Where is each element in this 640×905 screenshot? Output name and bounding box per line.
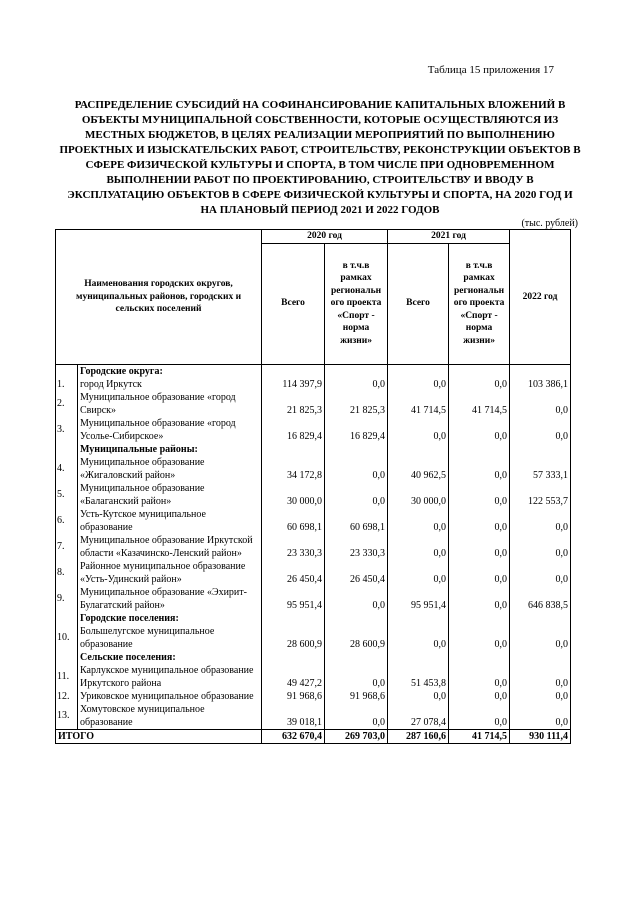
value-cell: 0,0	[449, 456, 510, 482]
header-2020-incl: в т.ч.в рамках региональн ого проекта «Спорт - норма жизни»	[325, 243, 388, 364]
value-cell: 0,0	[510, 508, 571, 534]
value-cell: 0,0	[325, 456, 388, 482]
table-row	[56, 560, 571, 586]
row-number: 3.	[56, 417, 78, 443]
table-caption: Таблица 15 приложения 17	[427, 64, 554, 76]
value-cell: 23 330,3	[325, 534, 388, 560]
value-cell: 21 825,3	[262, 391, 325, 417]
value-cell: 0,0	[510, 664, 571, 690]
table-row	[56, 508, 571, 534]
value-cell: 95 951,4	[262, 586, 325, 612]
row-number: 4.	[56, 456, 78, 482]
value-cell: 16 829,4	[325, 417, 388, 443]
table-row	[56, 534, 571, 560]
total-value: 632 670,4	[262, 729, 325, 743]
header-name: Наименования городских округов, муниципальных районов, городских и сельских поселений	[56, 230, 262, 365]
value-cell: 60 698,1	[262, 508, 325, 534]
group-label: Городские поселения:	[78, 612, 262, 625]
value-cell: 646 838,5	[510, 586, 571, 612]
value-cell: 21 825,3	[325, 391, 388, 417]
value-cell: 16 829,4	[262, 417, 325, 443]
total-label: ИТОГО	[56, 729, 262, 743]
row-name: Муниципальное образование «Балаганский район»	[78, 482, 262, 508]
value-cell: 0,0	[449, 417, 510, 443]
value-cell: 95 951,4	[388, 586, 449, 612]
header-2021-incl: в т.ч.в рамках региональн ого проекта «Спорт - норма жизни»	[449, 243, 510, 364]
value-cell: 0,0	[449, 625, 510, 651]
value-cell: 0,0	[388, 690, 449, 703]
value-cell: 0,0	[449, 508, 510, 534]
value-cell: 26 450,4	[325, 560, 388, 586]
row-name: Муниципальное образование «город Усолье-Сибирское»	[78, 417, 262, 443]
value-cell: 0,0	[449, 482, 510, 508]
value-cell: 0,0	[510, 690, 571, 703]
value-cell: 0,0	[510, 534, 571, 560]
table-row	[56, 690, 571, 703]
row-number: 7.	[56, 534, 78, 560]
row-name: город Иркутск	[78, 378, 262, 391]
value-cell: 0,0	[388, 625, 449, 651]
value-cell: 27 078,4	[388, 703, 449, 730]
row-number: 1.	[56, 378, 78, 391]
value-cell: 57 333,1	[510, 456, 571, 482]
table-row	[56, 378, 571, 391]
group-row	[56, 443, 571, 456]
value-cell: 41 714,5	[449, 391, 510, 417]
header-2021-total: Всего	[388, 243, 449, 364]
value-cell: 60 698,1	[325, 508, 388, 534]
value-cell: 0,0	[449, 560, 510, 586]
value-cell: 26 450,4	[262, 560, 325, 586]
total-value: 269 703,0	[325, 729, 388, 743]
value-cell: 0,0	[388, 378, 449, 391]
value-cell: 28 600,9	[262, 625, 325, 651]
row-number: 6.	[56, 508, 78, 534]
header-2022: 2022 год	[510, 230, 571, 365]
value-cell: 0,0	[449, 534, 510, 560]
value-cell: 40 962,5	[388, 456, 449, 482]
row-name: Уриковское муниципальное образование	[78, 690, 262, 703]
value-cell: 103 386,1	[510, 378, 571, 391]
table-row	[56, 456, 571, 482]
row-number: 13.	[56, 703, 78, 730]
group-row	[56, 651, 571, 664]
table-row	[56, 625, 571, 651]
row-number: 10.	[56, 625, 78, 651]
row-number: 5.	[56, 482, 78, 508]
header-2021: 2021 год	[388, 230, 510, 244]
table-row	[56, 703, 571, 730]
value-cell: 122 553,7	[510, 482, 571, 508]
total-value: 41 714,5	[449, 729, 510, 743]
value-cell: 0,0	[325, 378, 388, 391]
value-cell: 0,0	[449, 690, 510, 703]
value-cell: 0,0	[388, 508, 449, 534]
row-number: 12.	[56, 690, 78, 703]
value-cell: 91 968,6	[262, 690, 325, 703]
value-cell: 28 600,9	[325, 625, 388, 651]
table-row	[56, 664, 571, 690]
group-row	[56, 612, 571, 625]
table-row	[56, 391, 571, 417]
value-cell: 0,0	[510, 417, 571, 443]
group-label: Сельские поселения:	[78, 651, 262, 664]
row-name: Муниципальное образование «город Свирск»	[78, 391, 262, 417]
value-cell: 51 453,8	[388, 664, 449, 690]
value-cell: 0,0	[449, 586, 510, 612]
document-title: РАСПРЕДЕЛЕНИЕ СУБСИДИЙ НА СОФИНАНСИРОВАНИЕ КАПИТАЛЬНЫХ ВЛОЖЕНИЙ В ОБЪЕКТЫ МУНИЦИПАЛЬНОЙ СОБСТВЕННОСТИ, КОТОРЫЕ ОСУЩЕСТВЛЯЮТСЯ ИЗ МЕСТНЫХ БЮДЖЕТОВ, В ЦЕЛЯХ РЕАЛИЗАЦИИ МЕРОПРИЯТИЙ ПО ВЫПОЛНЕНИЮ ПРОЕКТНЫХ И ИЗЫСКАТЕЛЬСКИХ РАБОТ, СТРОИТЕЛЬСТВУ, РЕКОНСТРУКЦИИ ОБЪЕКТОВ В СФЕРЕ ФИЗИЧЕСКОЙ КУЛЬТУРЫ И СПОРТА, В ТОМ ЧИСЛЕ ПРИ ОДНОВРЕМЕННОМ ВЫПОЛНЕНИИ РАБОТ ПО ПРОЕКТИРОВАНИЮ, СТРОИТЕЛЬСТВУ И ВВОДУ В ЭКСПЛУАТАЦИЮ ОБЪЕКТОВ В СФЕРЕ ФИЗИЧЕСКОЙ КУЛЬТУРЫ И СПОРТА, НА 2020 ГОД И НА ПЛАНОВЫЙ ПЕРИОД 2021 И 2022 ГОДОВ	[59, 99, 581, 216]
value-cell: 0,0	[510, 391, 571, 417]
header-2020: 2020 год	[262, 230, 388, 244]
value-cell: 0,0	[449, 703, 510, 730]
group-label: Муниципальные районы:	[78, 443, 262, 456]
row-name: Карлукское муниципальное образование Иркутского района	[78, 664, 262, 690]
value-cell: 114 397,9	[262, 378, 325, 391]
value-cell: 23 330,3	[262, 534, 325, 560]
row-name: Районное муниципальное образование «Усть-Удинский район»	[78, 560, 262, 586]
value-cell: 0,0	[325, 586, 388, 612]
total-row	[56, 729, 571, 743]
header-2020-total: Всего	[262, 243, 325, 364]
value-cell: 34 172,8	[262, 456, 325, 482]
value-cell: 0,0	[449, 378, 510, 391]
value-cell: 30 000,0	[262, 482, 325, 508]
value-cell: 30 000,0	[388, 482, 449, 508]
row-name: Усть-Кутское муниципальное образование	[78, 508, 262, 534]
value-cell: 0,0	[449, 664, 510, 690]
value-cell: 41 714,5	[388, 391, 449, 417]
table-row	[56, 417, 571, 443]
row-number: 11.	[56, 664, 78, 690]
value-cell: 0,0	[388, 560, 449, 586]
value-cell: 0,0	[510, 560, 571, 586]
value-cell: 91 968,6	[325, 690, 388, 703]
value-cell: 0,0	[388, 534, 449, 560]
row-name: Муниципальное образование «Эхирит-Булагатский район»	[78, 586, 262, 612]
value-cell: 0,0	[510, 703, 571, 730]
total-value: 930 111,4	[510, 729, 571, 743]
row-name: Муниципальное образование «Жигаловский район»	[78, 456, 262, 482]
group-label: Городские округа:	[78, 364, 262, 378]
row-name: Большелугское муниципальное образование	[78, 625, 262, 651]
group-row	[56, 364, 571, 378]
value-cell: 0,0	[325, 703, 388, 730]
total-value: 287 160,6	[388, 729, 449, 743]
value-cell: 0,0	[325, 664, 388, 690]
table-row	[56, 482, 571, 508]
value-cell: 39 018,1	[262, 703, 325, 730]
value-cell: 49 427,2	[262, 664, 325, 690]
value-cell: 0,0	[388, 417, 449, 443]
subsidy-table	[55, 229, 571, 744]
row-name: Хомутовское муниципальное образование	[78, 703, 262, 730]
row-name: Муниципальное образование Иркутской области «Казачинско-Ленский район»	[78, 534, 262, 560]
units-label: (тыс. рублей)	[521, 218, 578, 229]
row-number: 2.	[56, 391, 78, 417]
row-number: 9.	[56, 586, 78, 612]
value-cell: 0,0	[510, 625, 571, 651]
row-number: 8.	[56, 560, 78, 586]
table-row	[56, 586, 571, 612]
value-cell: 0,0	[325, 482, 388, 508]
